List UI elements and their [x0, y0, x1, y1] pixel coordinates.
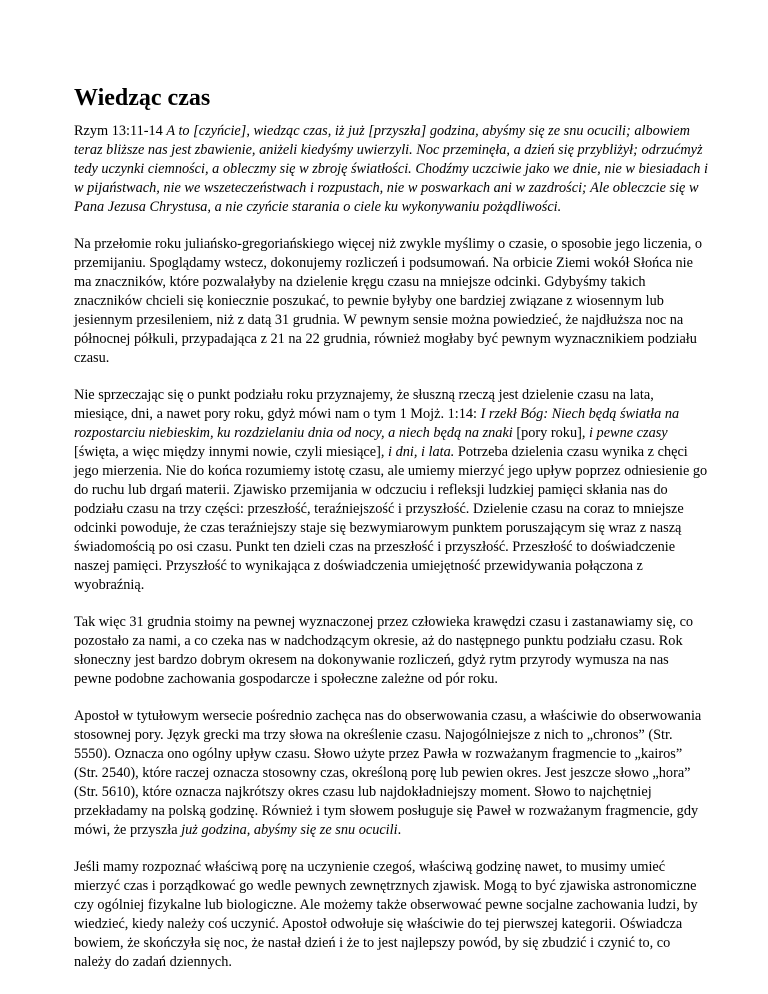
paragraph-3	[74, 386, 708, 595]
scripture-reference: Rzym 13:11-14	[74, 123, 167, 139]
p5-text-2: .	[397, 822, 402, 838]
paragraph-scripture	[74, 122, 708, 217]
p5-quote-1: już godzina, abyśmy się ze snu ocucili	[181, 822, 398, 838]
p5-text-1: Apostoł w tytułowym wersecie pośrednio zachęca nas do obserwowania czasu, a właściwie do obserwowania stosownej pory. Język grecki ma trzy słowa na określenie czasu. Najogólniejsze z nich to „chronos” (Str. 5550). Oznacza ono ogólny upływ czasu. Słowo użyte przez Pawła w rozważanym fragmencie to „kairos” (Str. 2540), które raczej oznacza stosowny czas, określoną porę lub pewien okres. Jest jeszcze słowo „hora” (Str. 5610), które oznacza najkrótszy okres czasu lub najdokładniejszy moment. Słowo to najchętniej przekładamy na polską godzinę. Również i tym słowem posługuje się Paweł w rozważanym fragmencie, gdy mówi, że przyszła	[74, 708, 702, 838]
p3-quote-2: i pewne czasy	[589, 425, 668, 441]
page-title: Wiedząc czas	[74, 85, 211, 111]
paragraph-2: Na przełomie roku juliańsko-gregoriańskiego więcej niż zwykle myślimy o czasie, o sposobie jego liczenia, o przemijaniu. Spoglądamy wstecz, dokonujemy rozliczeń i podsumowań. Na orbicie Ziemi wokół Słońca nie ma znaczników, które pozwalałyby na dzielenie kręgu czasu na mniejsze odcinki. Gdybyśmy takich znaczników chcieli się koniecznie poszukać, to pewnie byłyby one bardziej związane z wiosennym lub jesiennym przesileniem, niż z datą 31 grudnia. W pewnym sensie można powiedzieć, że najdłuższa noc na północnej półkuli, przypadająca z 21 na 22 grudnia, również mogłaby być pewnym wyznacznikiem podziału czasu.	[74, 236, 703, 366]
scripture-verse: A to [czyńcie], wiedząc czas, iż już [przyszła] godzina, abyśmy się ze snu ocucili; albowiem teraz bliższe nas jest zbawienie, aniżeli kiedyśmy uwierzyli. Noc przeminęła, a dzień się przybliżył; odrzućmyż tedy uczynki ciemności, a obleczmy się w zbroję światłości. Chodźmy uczciwie jako we dnie, nie w biesiadach i w pijaństwach, nie we wszeteczeństwach i rozpustach, nie w poswarkach ani w zazdrości; Ale obleczcie się w Pana Jezusa Chrystusa, a nie czyńcie starania o ciele ku wykonywaniu pożądliwości.	[74, 123, 708, 215]
paragraph-5	[74, 707, 708, 840]
p3-text-4: Potrzeba dzielenia czasu wynika z chęci jego mierzenia. Nie do końca rozumiemy istotę czasu, ale umiemy mierzyć jego upływ poprzez odniesienie go do ruchu lub drgań materii. Zjawisko przemijania w odczuciu i refleksji ludzkiej pamięci skłania nas do podziału czasu na trzy części: przeszłość, teraźniejszość i przyszłość. Dzielenie czasu na coraz to mniejsze odcinki powoduje, że czas teraźniejszy staje się bezwymiarowym punktem poruszającym się wraz z naszą świadomością po osi czasu. Punkt ten dzieli czas na przeszłość i przyszłość. Przeszłość to doświadczenie naszej pamięci. Przyszłość to wynikająca z doświadczenia umiejętność przewidywania połączona z wyobraźnią.	[74, 444, 708, 593]
p3-quote-3: i dni, i lata.	[388, 444, 455, 460]
paragraph-6: Jeśli mamy rozpoznać właściwą porę na uczynienie czegoś, właściwą godzinę nawet, to musimy umieć mierzyć czas i porządkować go wedle pewnych zewnętrznych zjawisk. Mogą to być zjawiska astronomiczne czy ogólniej fizykalne lub biologiczne. Ale możemy także obserwować pewne socjalne zachowania ludzi, by wiedzieć, kiedy należy coś uczynić. Apostoł odwołuje się właściwie do tej pierwszej kategorii. Oświadcza bowiem, że skończyła się noc, że nastał dzień i że to jest najlepszy powód, by się zbudzić i czynić to, co należy do zadań dziennych.	[74, 859, 698, 970]
p3-text-2: [pory roku],	[512, 425, 590, 441]
paragraph-4: Tak więc 31 grudnia stoimy na pewnej wyznaczonej przez człowieka krawędzi czasu i zastanawiamy się, co pozostało za nami, a co czeka nas w nadchodzącym okresie, aż do następnego punktu podziału czasu. Rok słoneczny jest bardzo dobrym okresem na dokonywanie rozliczeń, gdyż rytm przyrody wymusza na nas pewne podobne zachowania gospodarcze i społeczne zależne od pór roku.	[74, 614, 694, 687]
p3-text-1: Nie sprzeczając się o punkt podziału roku przyznajemy, że słuszną rzeczą jest dzielenie czasu na lata, miesiące, dni, a nawet pory roku, gdyż mówi nam o tym 1 Mojż. 1:14:	[74, 387, 654, 422]
p3-text-3: [święta, a więc między innymi nowie, czyli miesiące],	[74, 444, 389, 460]
p3-quote-1: I rzekł Bóg: Niech będą światła na rozpostarciu niebieskim, ku rozdzielaniu dnia od nocy, a niech będą na znaki	[74, 406, 680, 441]
